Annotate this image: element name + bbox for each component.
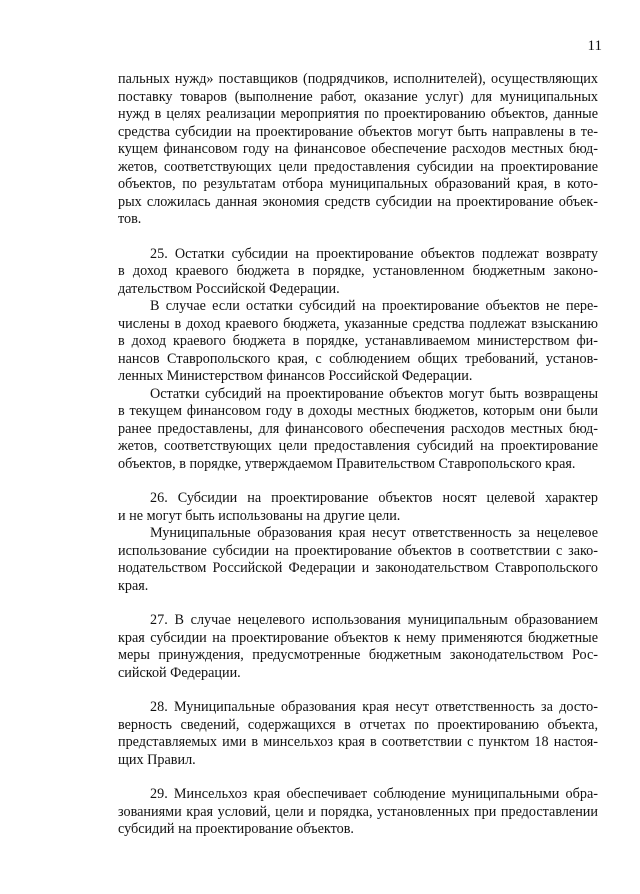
text-line: края субсидии на проектирование объектов к нему применяются бюджетные [118, 629, 598, 646]
paragraph-gap [118, 595, 598, 612]
text-line: в доход краевого бюджета в порядке, устанавливаемом министерством фи- [118, 333, 598, 349]
text-line: зованиями края условий, цели и порядка, установленных при предоставлении [118, 803, 598, 820]
text-line: поставку товаров (выполнение работ, оказание услуг) для муниципальных [118, 88, 598, 105]
text-line: щих Правил. [118, 751, 196, 768]
text-line: нужд в целях реализации мероприятия по проектированию объектов, данные [118, 106, 598, 122]
paragraph-clause-25-part-2 [118, 298, 598, 386]
paragraph-clause-27 [118, 612, 598, 682]
text-line: Муниципальные образования края несут ответственность за нецелевое [150, 525, 598, 541]
text-line: 28. Муниципальные образования края несут ответственность за досто- [150, 699, 598, 715]
paragraph-clause-26 [118, 490, 598, 525]
text-line: сийской Федерации. [118, 664, 241, 681]
text-line: ленных Министерством финансов Российской Федерации. [118, 368, 473, 384]
text-line: 29. Минсельхоз края обеспечивает соблюдение муниципальными обра- [150, 786, 598, 802]
text-line: ранее предоставлены, для финансового обеспечения расходов местных бюд- [118, 420, 598, 437]
paragraph-gap [118, 682, 598, 699]
text-line: края. [118, 577, 149, 594]
text-line: Остатки субсидий на проектирование объектов могут быть возвращены [150, 385, 598, 402]
text-line: использование субсидии на проектирование объектов в соответствии с зако- [118, 542, 598, 559]
text-line: средства субсидии на проектирование объектов могут быть направлены в те- [118, 123, 598, 140]
text-line: 25. Остатки субсидии на проектирование объектов подлежат возврату [150, 245, 598, 262]
text-line: и не могут быть использованы на другие цели. [118, 507, 401, 524]
text-line: кущем финансовом году на финансовое обеспечение расходов местных бюд- [118, 141, 598, 157]
text-line: в текущем финансовом году в доходы местных бюджетов, которым они были [118, 403, 598, 419]
paragraph-continuation [118, 71, 598, 229]
text-line: дательством Российской Федерации. [118, 280, 340, 297]
paragraph-clause-28 [118, 699, 598, 769]
text-line: верность сведений, содержащихся в отчетах по проектированию объекта, [118, 716, 598, 733]
paragraph-gap [118, 473, 598, 490]
text-line: представляемых ими в минсельхоз края в соответствии с пунктом 18 настоя- [118, 734, 598, 750]
text-line: В случае если остатки субсидий на проектирование объектов не пере- [150, 298, 598, 314]
text-line: пальных нужд» поставщиков (подрядчиков, исполнителей), осуществляющих [118, 71, 598, 87]
text-line: рых сложилась данная экономия средств субсидии на проектирование объек- [118, 193, 598, 210]
text-line: числены в доход краевого бюджета, указанные средства подлежат взысканию [118, 315, 598, 332]
document-body [118, 71, 598, 839]
paragraph-clause-25 [118, 246, 598, 299]
paragraph-gap [118, 229, 598, 246]
text-line: 26. Субсидии на проектирование объектов носят целевой характер [150, 490, 598, 506]
text-line: 27. В случае нецелевого использования муниципальным образованием [150, 612, 598, 628]
paragraph-clause-29 [118, 786, 598, 839]
text-line: субсидий на проектирование объектов. [118, 821, 354, 837]
text-line: нансов Ставропольского края, с соблюдением общих требований, установ- [118, 350, 598, 367]
text-line: тов. [118, 211, 142, 227]
paragraph-gap [118, 769, 598, 786]
text-line: жетов, соответствующих цели предоставления субсидии на проектирование [118, 158, 598, 175]
text-line: объектов, по результатам отбора муниципальных образований края, в кото- [118, 176, 598, 192]
page-number: 11 [587, 38, 602, 54]
text-line: нодательством Российской Федерации и законодательством Ставропольского [118, 560, 598, 576]
text-line: объектов, в порядке, утверждаемом Правительством Ставропольского края. [118, 455, 576, 472]
paragraph-clause-25-part-3 [118, 386, 598, 474]
text-line: меры принуждения, предусмотренные бюджетным законодательством Рос- [118, 647, 598, 663]
text-line: жетов, соответствующих цели предоставления субсидий на проектирование [118, 438, 598, 454]
paragraph-clause-26-part-2 [118, 525, 598, 595]
text-line: в доход краевого бюджета в порядке, установленном бюджетным законо- [118, 263, 598, 279]
